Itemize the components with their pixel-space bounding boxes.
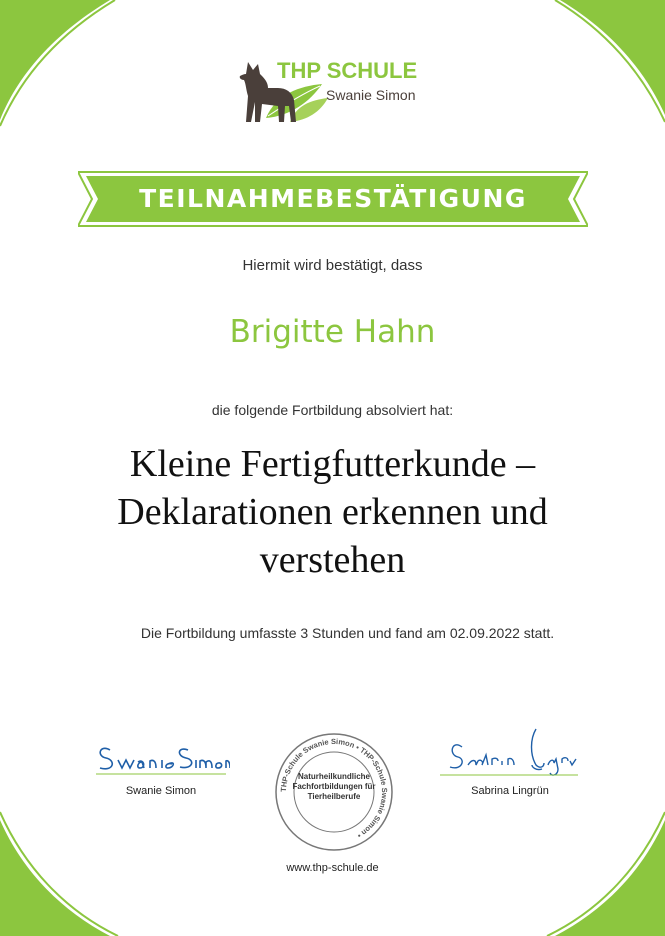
signature-swanie-simon <box>92 734 230 780</box>
signatory-left-name: Swanie Simon <box>125 785 197 797</box>
svg-text:THP-Schule Swanie Simon • THP-: THP-Schule Swanie Simon • THP-Schule Swanie Simon • <box>278 736 390 841</box>
course-details: Die Fortbildung umfasste 3 Stunden und fand am 02.09.2022 statt. <box>140 625 555 641</box>
certificate-heading: TEILNAHMEBESTÄTIGUNG <box>139 184 527 213</box>
brand-subtitle: Swanie Simon <box>326 87 416 103</box>
brand-name: THP SCHULE <box>277 58 418 83</box>
recipient-name: Brigitte Hahn <box>229 314 436 350</box>
seal-center-text: Naturheilkundliche Fachfortbildungen für Tierheilberufe <box>292 772 376 801</box>
signature-sabrina-lingruen <box>440 725 580 783</box>
course-title: Kleine Fertigfutterkunde – Deklarationen erkennen und verstehen <box>117 443 548 581</box>
intro-text: Hiermit wird bestätigt, dass <box>242 257 423 274</box>
signatory-right-name: Sabrina Lingrün <box>471 785 549 797</box>
passed-text: die folgende Fortbildung absolviert hat: <box>211 402 454 418</box>
website-url: www.thp-schule.de <box>286 862 379 874</box>
